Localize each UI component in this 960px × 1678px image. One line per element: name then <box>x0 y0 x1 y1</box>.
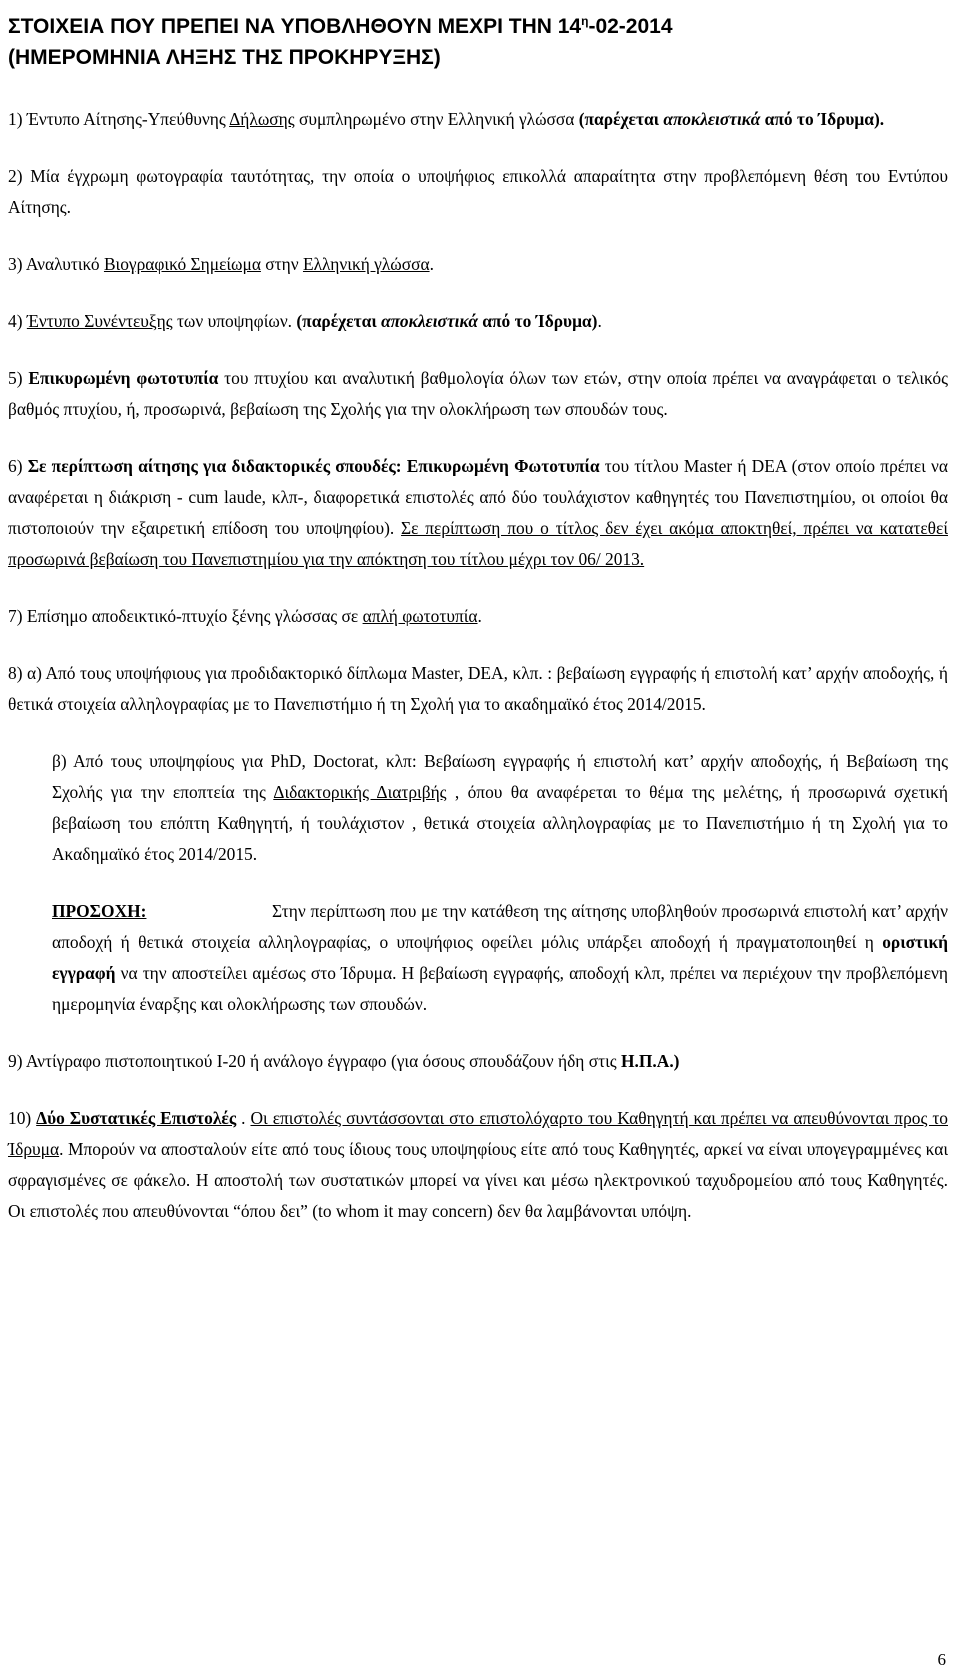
attention-heading: ΠΡΟΣΟΧΗ: <box>52 901 147 921</box>
item-5: 5) Επικυρωμένη φωτοτυπία του πτυχίου και αναλυτική βαθμολογία όλων των ετών, στην οποία πρέπει να αναγράφεται ο τελικός βαθμός πτυχίου, ή, προσωρινά, βεβαίωση της Σχολής για την ολοκλήρωση των σπουδών τους. <box>8 368 949 419</box>
item-7: 7) Επίσημο αποδεικτικό-πτυχίο ξένης γλώσσας σε απλή φωτοτυπία. <box>8 606 482 626</box>
attention-note: ΠΡΟΣΟΧΗ: Στην περίπτωση που με την κατάθεση της αίτησης υποβληθούν προσωρινά επιστολή κατ’ αρχήν αποδοχή ή θετικά στοιχεία αλληλογραφίας, ο υποψήφιος οφείλει μόλις υπάρξει αποδοχή ή πραγματοποιηθεί η οριστική εγγραφή να την αποστείλει αμέσως στο Ίδρυμα. Η βεβαίωση εγγραφής, αποδοχή κλπ, πρέπει να περιέχουν την προβλεπόμενη ημερομηνία έναρξης και ολοκλήρωσης των σπουδών. <box>8 896 948 1020</box>
title-line-1: ΣΤΟΙΧΕΙΑ ΠΟΥ ΠΡΕΠΕΙ ΝΑ ΥΠΟΒΛΗΘΟΥΝ ΜΕΧΡΙ ΤΗΝ $14^\eta-02-2014$ <box>8 14 673 38</box>
item-2: 2) Μία έγχρωμη φωτογραφία ταυτότητας, την οποία ο υποψήφιος επικολλά απαραίτητα στην προβλεπόμενη θέση του Εντύπου Αίτησης. <box>8 166 948 217</box>
item-8b: β) Από τους υποψηφίους για PhD, Doctorat, κλπ: Βεβαίωση εγγραφής ή επιστολή κατ’ αρχήν αποδοχής, ή Βεβαίωση της Σχολής για την εποπτεία της Διδακτορικής Διατριβής , όπου θα αναφέρεται το θέμα της μελέτης, ή προσωρινά σχετική βεβαίωση του επόπτη Καθηγητή, ή τουλάχιστον , θετικά στοιχεία αλληλογραφίας με το Πανεπιστήμιο ή τη Σχολή για το Ακαδημαϊκό έτος 2014/2015. <box>52 751 948 864</box>
title-line-2: (ΗΜΕΡΟΜΗΝΙΑ ΛΗΞΗΣ ΤΗΣ ΠΡΟΚΗΡΥΞΗΣ) <box>8 46 441 69</box>
item-1: 1) Έντυπο Αίτησης-Υπεύθυνης Δήλωσης συμπληρωμένο στην Ελληνική γλώσσα (παρέχεται αποκλειστικά από το Ίδρυμα). <box>8 109 885 129</box>
document-page <box>8 0 948 1227</box>
item-9: 9) Αντίγραφο πιστοποιητικού Ι-20 ή ανάλογο έγγραφο (για όσους σπουδάζουν ήδη στις Η.Π.Α.) <box>8 1051 680 1071</box>
item-6: 6) Σε περίπτωση αίτησης για διδακτορικές σπουδές: Επικυρωμένη Φωτοτυπία του τίτλου Master ή DEA (στον οποίο πρέπει να αναφέρεται η διάκριση - cum laude, κλπ-, διαφορετικά επιστολές από δύο τουλάχιστον καθηγητές του Πανεπιστημίου, οι οποίοι θα πιστοποιούν την εξαιρετική επίδοση του υποψηφίου). Σε περίπτωση που ο τίτλος δεν έχει ακόμα αποκτηθεί, πρέπει να κατατεθεί προσωρινά βεβαίωση του Πανεπιστημίου για την απόκτηση του τίτλου μέχρι τον 06/ 2013. <box>8 456 948 569</box>
item-8a: 8) α) Από τους υποψήφιους για προδιδακτορικό δίπλωμα Master, DEA, κλπ. : βεβαίωση εγγραφής ή επιστολή κατ’ αρχήν αποδοχής, ή θετικά στοιχεία αλληλογραφίας με το Πανεπιστήμιο ή τη Σχολή για το ακαδημαϊκό έτος 2014/2015. <box>8 663 948 714</box>
page-number: 6 <box>937 1650 946 1669</box>
item-4: 4) Έντυπο Συνέντευξης των υποψηφίων. (παρέχεται αποκλειστικά από το Ίδρυμα). <box>8 311 602 331</box>
item-10: 10) Δύο Συστατικές Επιστολές . Οι επιστολές συντάσσονται στο επιστολόχαρτο του Καθηγητή και πρέπει να απευθύνονται προς το Ίδρυμα. Μπορούν να αποσταλούν είτε από τους ίδιους τους υποψηφίους είτε από τους Καθηγητές, αρκεί να είναι υπογεγραμμένες και σφραγισμένες σε φάκελο. Η αποστολή των συστατικών μπορεί να γίνει και μέσω ηλεκτρονικού ταχυδρομείου από τους Καθηγητές. Οι επιστολές που απευθύνονται “όπου δει” (to whom it may concern) δεν θα λαμβάνονται υπόψη. <box>8 1108 948 1221</box>
item-3: 3) Αναλυτικό Βιογραφικό Σημείωμα στην Ελληνική γλώσσα. <box>8 254 434 274</box>
document-title <box>8 0 948 73</box>
